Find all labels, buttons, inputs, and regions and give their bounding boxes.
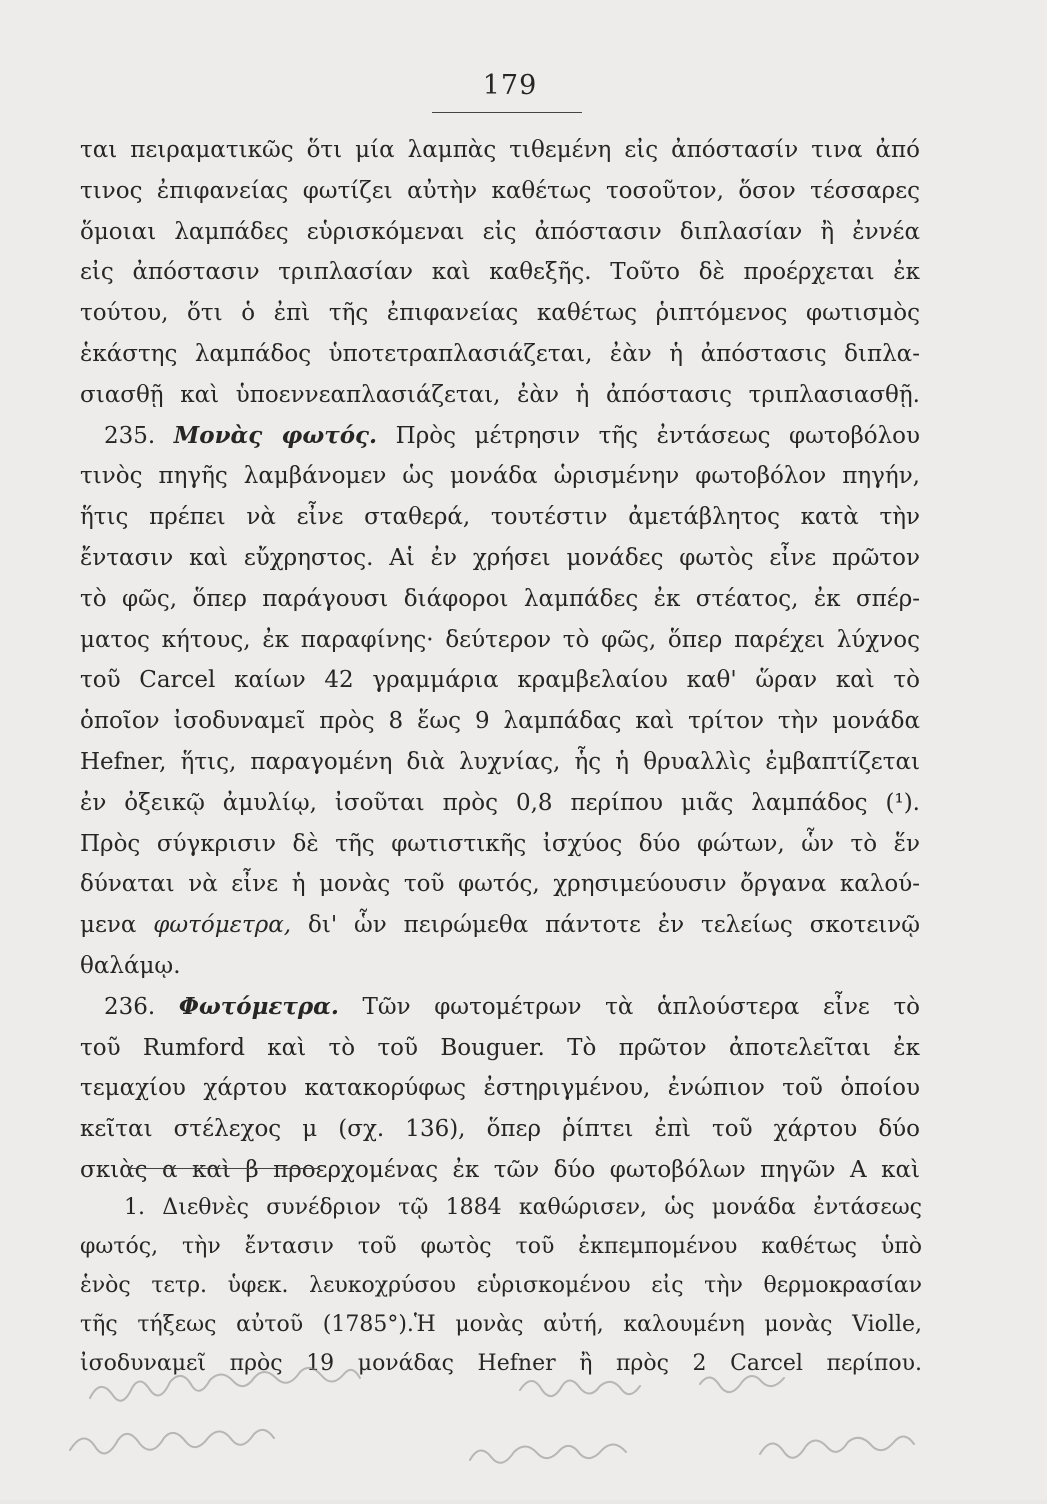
body-line: τὸ φῶς, ὅπερ παράγουσι διάφοροι λαμπάδες ἐκ στέατος, ἐκ σπέρ- [80, 585, 920, 612]
body-line: Πρὸς σύγκρισιν δὲ τῆς φωτιστικῆς ἰσχύος δύο φώτων, ὧν τὸ ἕν [80, 830, 920, 857]
body-line: τούτου, ὅτι ὁ ἐπὶ τῆς ἐπιφανείας καθέτως ῥιπτόμενος φωτισμὸς [80, 300, 920, 327]
body-line: τεμαχίου χάρτου κατακορύφως ἐστηριγμένου, ἐνώπιον τοῦ ὁποίου [80, 1075, 920, 1102]
section-first-line: Πρὸς μέτρησιν τῆς ἐντάσεως φωτοβόλου [395, 422, 921, 449]
body-line: σιασθῇ καὶ ὑποεννεαπλασιάζεται, ἐὰν ἡ ἀπόστασις τριπλασιασθῇ. [80, 381, 920, 408]
body-line: ἑκάστης λαμπάδος ὑποτετραπλασιάζεται, ἐὰν ἡ ἀπόστασις διπλα- [80, 340, 920, 367]
footnote-line: ἰσοδυναμεῖ πρὸς 19 μονάδας Hefner ἢ πρὸς 2 Carcel περίπου. [80, 1351, 922, 1376]
body-line: τινὸς πηγῆς λαμβάνομεν ὡς μονάδα ὡρισμένην φωτοβόλον πηγήν, [80, 463, 920, 490]
body-line: θαλάμῳ. [80, 952, 181, 979]
section-title: Φωτόμετρα. [178, 992, 339, 1020]
section-title: Μονὰς φωτός. [173, 421, 378, 449]
section-number: 236. [104, 993, 156, 1020]
body-line: ἥτις πρέπει νὰ εἶνε σταθερά, τουτέστιν ἀμετάβλητος κατὰ τὴν [80, 504, 920, 531]
footnote-rule [128, 1168, 320, 1169]
body-line: εἰς ἀπόστασιν τριπλασίαν καὶ καθεξῆς. Τοῦτο δὲ προέρχεται ἐκ [80, 259, 920, 286]
body-line: τοῦ Rumford καὶ τὸ τοῦ Bouguer. Τὸ πρῶτον ἀποτελεῖται ἐκ [80, 1034, 920, 1061]
section-first-line: Τῶν φωτομέτρων τὰ ἁπλούστερα εἶνε τὸ [362, 993, 921, 1020]
body-line: σκιὰς α καὶ β προερχομένας ἐκ τῶν δύο φωτοβόλων πηγῶν Α καὶ [80, 1156, 920, 1183]
body-line: ὅμοιαι λαμπάδες εὑρισκόμεναι εἰς ἀπόστασιν διπλασίαν ἢ ἐννέα [80, 218, 920, 245]
body-line: ἐν ὀξεικῷ ἀμυλίῳ, ἰσοῦται πρὸς 0,8 περίπου μιᾶς λαμπάδος (¹). [80, 789, 920, 816]
term-photometra: φωτόμετρα, [153, 912, 292, 939]
footnote-line: 1. Διεθνὲς συνέδριον τῷ 1884 καθώρισεν, ὡς μονάδα ἐντάσεως [124, 1195, 922, 1220]
header-rule [432, 112, 582, 113]
page-number: 179 [482, 70, 538, 101]
body-line: ἔντασιν καὶ εὔχρηστος. Αἱ ἐν χρήσει μονάδες φωτὸς εἶνε πρῶτον [80, 544, 920, 571]
section-235-heading-line [80, 416, 920, 457]
section-236-heading-line [80, 987, 920, 1028]
body-line: τινος ἐπιφανείας φωτίζει αὐτὴν καθέτως τοσοῦτον, ὅσον τέσσαρες [80, 177, 920, 204]
body-line-photometra: μενα φωτόμετρα, δι' ὧν πειρώμεθα πάντοτε ἐν τελείως σκοτεινῷ [80, 912, 921, 939]
footnote-line: ἑνὸς τετρ. ὑφεκ. λευκοχρύσου εὑρισκομένου εἰς τὴν θερμοκρασίαν [80, 1273, 922, 1298]
body-line: ται πειραματικῶς ὅτι μία λαμπὰς τιθεμένη εἰς ἀπόστασίν τινα ἀπό [80, 137, 920, 163]
footnote-line: φωτός, τὴν ἔντασιν τοῦ φωτὸς τοῦ ἐκπεμπομένου καθέτως ὑπὸ [80, 1234, 922, 1259]
body-line: τοῦ Carcel καίων 42 γραμμάρια κραμβελαίου καθ' ὥραν καὶ τὸ [80, 667, 920, 694]
pencil-scribble-image [0, 1350, 1047, 1500]
body-line: δύναται νὰ εἶνε ἡ μονὰς τοῦ φωτός, χρησιμεύουσιν ὄργανα καλού- [80, 871, 920, 898]
section-number: 235. [104, 422, 156, 449]
body-line: ματος κήτους, ἐκ παραφίνης· δεύτερον τὸ φῶς, ὅπερ παρέχει λύχνος [80, 626, 920, 653]
body-text [80, 130, 920, 1191]
body-line: Hefner, ἥτις, παραγομένη διὰ λυχνίας, ἧς ἡ θρυαλλὶς ἐμβαπτίζεται [80, 748, 920, 775]
body-line: κεῖται στέλεχος μ (σχ. 136), ὅπερ ῥίπτει ἐπὶ τοῦ χάρτου δύο [80, 1116, 920, 1143]
footnote-line: τῆς τήξεως αὐτοῦ (1785°).Ἡ μονὰς αὐτή, καλουμένη μονὰς Violle, [80, 1312, 922, 1337]
body-line: ὁποῖον ἰσοδυναμεῖ πρὸς 8 ἕως 9 λαμπάδας καὶ τρίτον τὴν μονάδα [80, 708, 920, 735]
